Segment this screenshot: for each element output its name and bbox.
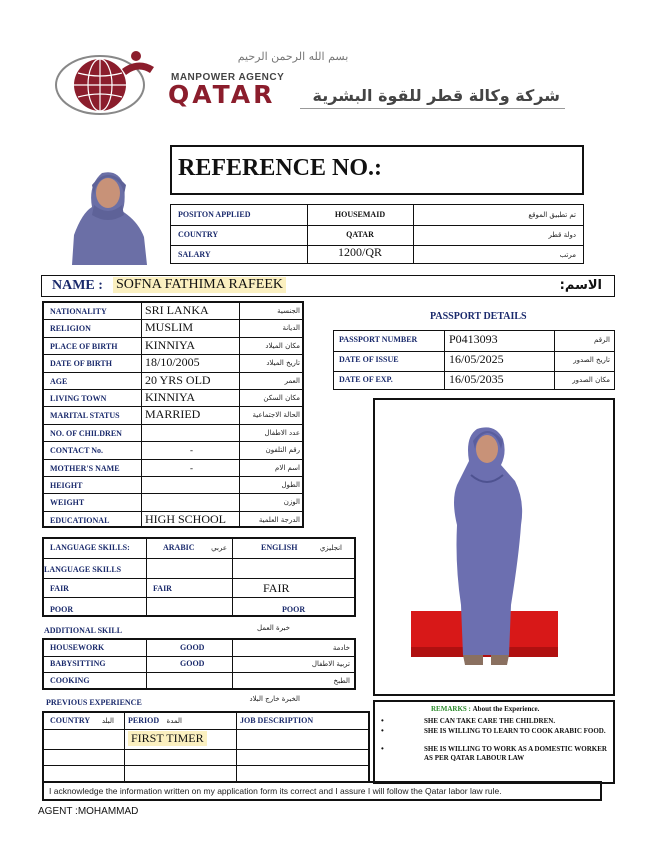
job-value-0: HOUSEMAID — [334, 210, 386, 219]
remarks-bullet-0: • — [381, 716, 384, 725]
applicant-portrait-photo — [52, 165, 157, 265]
personal-value-6: MARRIED — [145, 407, 201, 421]
job-label-0: POSITON APPLIED — [178, 210, 251, 219]
skill-value-0: GOOD — [180, 643, 205, 652]
passport-value-2: 16/05/2035 — [449, 372, 504, 386]
personal-value-5: KINNIYA — [145, 390, 195, 404]
passport-ar-0: الرقم — [594, 336, 610, 344]
personal-value-2: KINNIYA — [145, 338, 195, 352]
language-row2-label: LANGUAGE SKILLS — [44, 565, 122, 574]
agency-name-small: MANPOWER AGENCY — [171, 72, 285, 83]
personal-ar-11: الوزن — [283, 498, 300, 506]
remarks-title — [431, 705, 539, 713]
personal-ar-0: الجنسية — [277, 307, 300, 315]
job-value-1: QATAR — [346, 230, 374, 239]
language-english: ENGLISH — [261, 543, 298, 552]
personal-label-11: WEIGHT — [50, 498, 85, 507]
personal-label-0: NATIONALITY — [50, 307, 107, 316]
acknowledgement-box — [42, 781, 602, 801]
job-value-2: 1200/QR — [337, 245, 382, 259]
skill-label-2: COOKING — [50, 676, 90, 685]
passport-label-2: DATE OF EXP. — [339, 375, 393, 384]
agency-name-big: QATAR — [168, 80, 276, 109]
personal-ar-8: رقم التلفون — [265, 446, 300, 454]
personal-label-4: AGE — [50, 377, 68, 386]
experience-label: PREVIOUS EXPERIENCE — [46, 698, 142, 707]
language-arabic: ARABIC — [163, 543, 195, 552]
personal-ar-3: تاريخ الميلاد — [266, 359, 300, 367]
remarks-item-2: SHE IS WILLING TO WORK AS A DOMESTIC WORKER AS PER QATAR LABOUR LAW — [424, 745, 607, 762]
reference-box — [170, 145, 584, 195]
personal-label-8: CONTACT No. — [50, 446, 104, 455]
passport-value-0: P0413093 — [449, 332, 498, 346]
personal-label-12: EDUCATIONAL — [50, 516, 110, 525]
remarks-item-1: SHE IS WILLING TO LEARN TO COOK ARABIC FOOD. — [424, 727, 606, 735]
personal-ar-6: الحالة الاجتماعية — [252, 411, 300, 419]
personal-label-9: MOTHER'S NAME — [50, 464, 120, 473]
applicant-full-body-photo — [411, 415, 558, 665]
personal-value-3: 18/10/2005 — [145, 355, 200, 369]
passport-label-0: PASSPORT NUMBER — [339, 335, 418, 344]
personal-ar-2: مكان الميلاد — [265, 342, 300, 350]
skill-value-1: GOOD — [180, 659, 205, 668]
remarks-bullet-1: • — [381, 726, 384, 735]
job-label-1: COUNTRY — [178, 230, 219, 239]
language-english-fair: FAIR — [263, 581, 290, 595]
personal-row-divider — [43, 476, 303, 477]
personal-label-2: PLACE OF BIRTH — [50, 342, 118, 351]
personal-value-4: 20 YRS OLD — [145, 373, 211, 387]
passport-title: PASSPORT DETAILS — [430, 311, 527, 322]
personal-ar-10: الطول — [281, 481, 300, 489]
experience-col-period: PERIOD — [128, 716, 160, 725]
personal-value-1: MUSLIM — [145, 320, 194, 334]
name-label: NAME : — [52, 278, 103, 293]
bismillah-calligraphy: بسم الله الرحمن الرحيم — [237, 50, 349, 63]
applicant-name: SOFNA FATHIMA RAFEEK — [113, 277, 286, 293]
personal-ar-5: مكان السكن — [263, 394, 300, 402]
experience-table — [42, 711, 370, 783]
reference-label: REFERENCE NO.: — [178, 155, 383, 181]
remarks-box — [373, 700, 615, 784]
additional-skill-label: ADDITIONAL SKILL — [44, 626, 123, 635]
personal-label-1: RELIGION — [50, 324, 91, 333]
acknowledgement-text: I acknowledge the information written on my application form its correct and I assure I will follow the Qatar labor law rule. — [49, 786, 502, 796]
personal-label-5: LIVING TOWN — [50, 394, 107, 403]
personal-value-9: - — [190, 463, 193, 473]
personal-row-divider — [43, 424, 303, 425]
language-fair-label: FAIR — [50, 584, 69, 593]
personal-label-3: DATE OF BIRTH — [50, 359, 112, 368]
experience-col-country-ar: البلد — [101, 717, 114, 725]
skill-ar-0: خادمة — [332, 644, 350, 652]
remarks-item-0: SHE CAN TAKE CARE THE CHILDREN. — [424, 717, 556, 725]
agency-logo — [50, 45, 160, 120]
experience-first-timer: FIRST TIMER — [128, 731, 207, 746]
agent-name: AGENT :MOHAMMAD — [38, 806, 139, 817]
language-poor-label: POOR — [50, 605, 74, 614]
personal-row-divider — [43, 459, 303, 460]
experience-col-country: COUNTRY — [50, 716, 91, 725]
agency-name-arabic: شركة وكالة قطر للقوة البشرية — [312, 86, 560, 105]
personal-ar-12: الدرجة العلمية — [258, 516, 300, 524]
skill-label-1: BABYSITTING — [50, 659, 106, 668]
header-underline — [300, 108, 565, 109]
personal-value-8: - — [190, 445, 193, 455]
job-ar-1: دولة قطر — [548, 231, 576, 239]
experience-col-period-ar: المدة — [166, 717, 182, 725]
personal-row-divider — [43, 493, 303, 494]
passport-ar-2: مكان الصدور — [572, 376, 610, 384]
name-row — [41, 275, 615, 297]
personal-ar-1: الديانة — [282, 324, 300, 332]
language-english-ar: انجليزي — [319, 544, 342, 552]
personal-row-divider — [43, 441, 303, 442]
personal-ar-4: العمر — [284, 377, 300, 385]
language-header-label: LANGUAGE SKILLS: — [50, 543, 130, 552]
personal-ar-9: اسم الام — [275, 464, 300, 472]
full-body-photo-frame — [373, 398, 615, 696]
passport-ar-1: تاريخ الصدور — [573, 356, 610, 364]
personal-ar-7: عدد الاطفال — [264, 429, 300, 437]
experience-col-job: JOB DESCRIPTION — [240, 716, 314, 725]
language-arabic-fair: FAIR — [153, 584, 172, 593]
skill-ar-2: الطبخ — [333, 677, 350, 685]
name-label-arabic: الاسم: — [559, 278, 602, 293]
job-ar-0: تم تطبيق الموقع — [528, 211, 576, 219]
language-english-poor: POOR — [282, 605, 306, 614]
remarks-bullet-2: • — [381, 744, 384, 753]
remarks-subtitle: About the Experience. — [472, 705, 540, 713]
job-ar-2: مرتب — [559, 251, 576, 259]
passport-value-1: 16/05/2025 — [449, 352, 504, 366]
experience-label-ar: الخبرة خارج البلاد — [249, 695, 300, 703]
language-arabic-ar: عربي — [211, 544, 227, 552]
skill-label-0: HOUSEWORK — [50, 643, 105, 652]
personal-label-10: HEIGHT — [50, 481, 83, 490]
personal-value-0: SRI LANKA — [145, 303, 209, 317]
job-label-2: SALARY — [178, 250, 211, 259]
personal-value-12: HIGH SCHOOL — [145, 512, 226, 526]
additional-skill-ar: خبرة العمل — [257, 624, 290, 632]
skill-ar-1: تربية الاطفال — [311, 660, 350, 668]
remarks-title-strong: REMARKS : — [431, 705, 471, 713]
passport-label-1: DATE OF ISSUE — [339, 355, 399, 364]
personal-label-6: MARITAL STATUS — [50, 411, 120, 420]
personal-label-7: NO. OF CHILDREN — [50, 429, 122, 438]
